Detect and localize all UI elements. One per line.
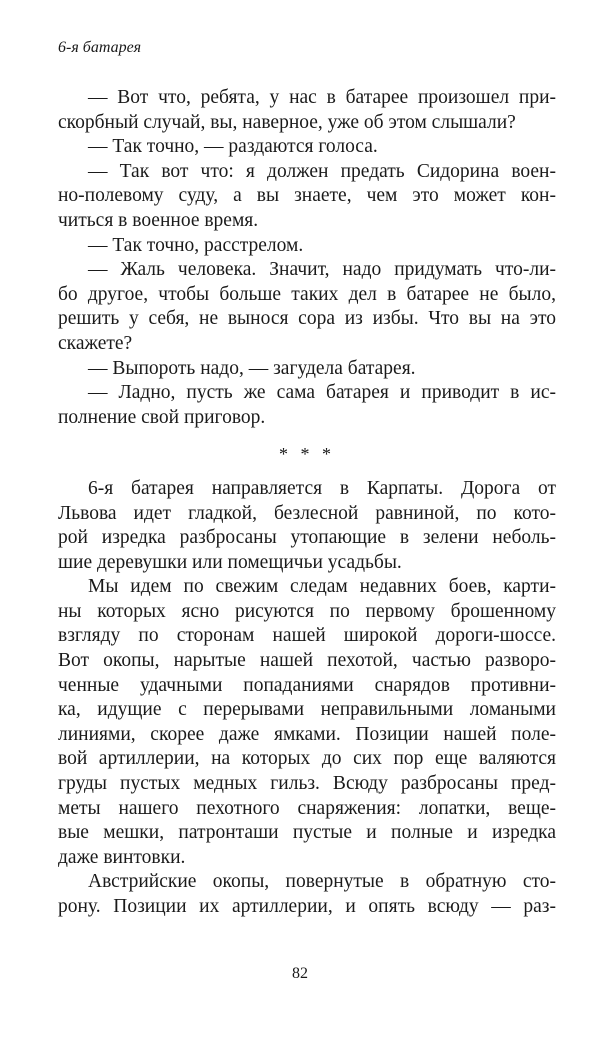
- text-line: но-полевому суду, а вы знаете, чем это может кон-: [58, 185, 556, 207]
- text-line: линиями, скорее даже ямками. Позиции нашей поле-: [58, 723, 556, 745]
- page-number: 82: [292, 965, 308, 982]
- text-line: читься в военное время.: [58, 209, 259, 231]
- text-line: — Ладно, пусть же сама батарея и приводит в ис-: [88, 382, 556, 404]
- text-line: — Жаль человека. Значит, надо придумать что-ли-: [88, 259, 556, 281]
- text-line: взгляду по сторонам нашей широкой дороги-шоссе.: [58, 625, 556, 647]
- text-line: Вот окопы, нарытые нашей пехотой, частью разворо-: [58, 650, 556, 672]
- text-line: вой артиллерии, на которых до сих пор еще валяются: [58, 748, 556, 770]
- text-line: полнение свой приговор.: [58, 406, 266, 428]
- text-line: рону. Позиции их артиллерии, и опять всюду — раз-: [58, 896, 556, 917]
- text-line: скорбный случай, вы, наверное, уже об этом слышали?: [58, 111, 516, 133]
- text-line: даже винтовки.: [58, 846, 186, 868]
- text-line: бо другое, чтобы больше таких дел в батарее не было,: [58, 283, 556, 305]
- text-line: решить у себя, не вынося сора из избы. Что вы на это: [58, 308, 556, 330]
- running-head: 6-я батарея: [58, 39, 142, 56]
- text-line: ченные удачными попаданиями снарядов противни-: [58, 674, 556, 696]
- text-line: — Вот что, ребята, у нас в батарее произошел при-: [88, 87, 556, 108]
- text-line: 6-я батарея направляется в Карпаты. Дорога от: [88, 477, 556, 499]
- page-text: [58, 86, 556, 920]
- text-line: Мы идем по свежим следам недавних боев, карти-: [88, 576, 556, 598]
- text-line: груды пустых медных гильз. Всюду разбросаны пред-: [58, 773, 556, 795]
- text-line: скажете?: [58, 332, 133, 354]
- text-line: ка, идущие с перерывами неправильными ломаными: [58, 699, 556, 721]
- text-block-after-separator: [58, 477, 556, 920]
- text-line: рой изредка разбросаны утопающие в зелени неболь-: [58, 527, 556, 549]
- text-block-before-separator: [58, 86, 556, 430]
- text-line: вые мешки, патронташи пустые и полные и изредка: [58, 822, 556, 844]
- text-line: — Так точно, — раздаются голоса.: [88, 136, 378, 158]
- text-line: Австрийские окопы, повернутые в обратную сто-: [88, 871, 556, 893]
- text-line: ны которых ясно рисуются по первому брошенному: [58, 600, 556, 622]
- text-line: Львова идет гладкой, безлесной равниной, по кото-: [58, 502, 556, 524]
- text-line: — Так точно, расстрелом.: [88, 234, 304, 256]
- text-line: — Выпороть надо, — загудела батарея.: [88, 357, 416, 379]
- text-line: шие деревушки или помещичьи усадьбы.: [58, 551, 402, 573]
- text-line: меты нашего пехотного снаряжения: лопатки, веще-: [58, 797, 556, 819]
- section-separator: * * *: [279, 444, 335, 465]
- text-line: — Так вот что: я должен предать Сидорина воен-: [88, 160, 556, 182]
